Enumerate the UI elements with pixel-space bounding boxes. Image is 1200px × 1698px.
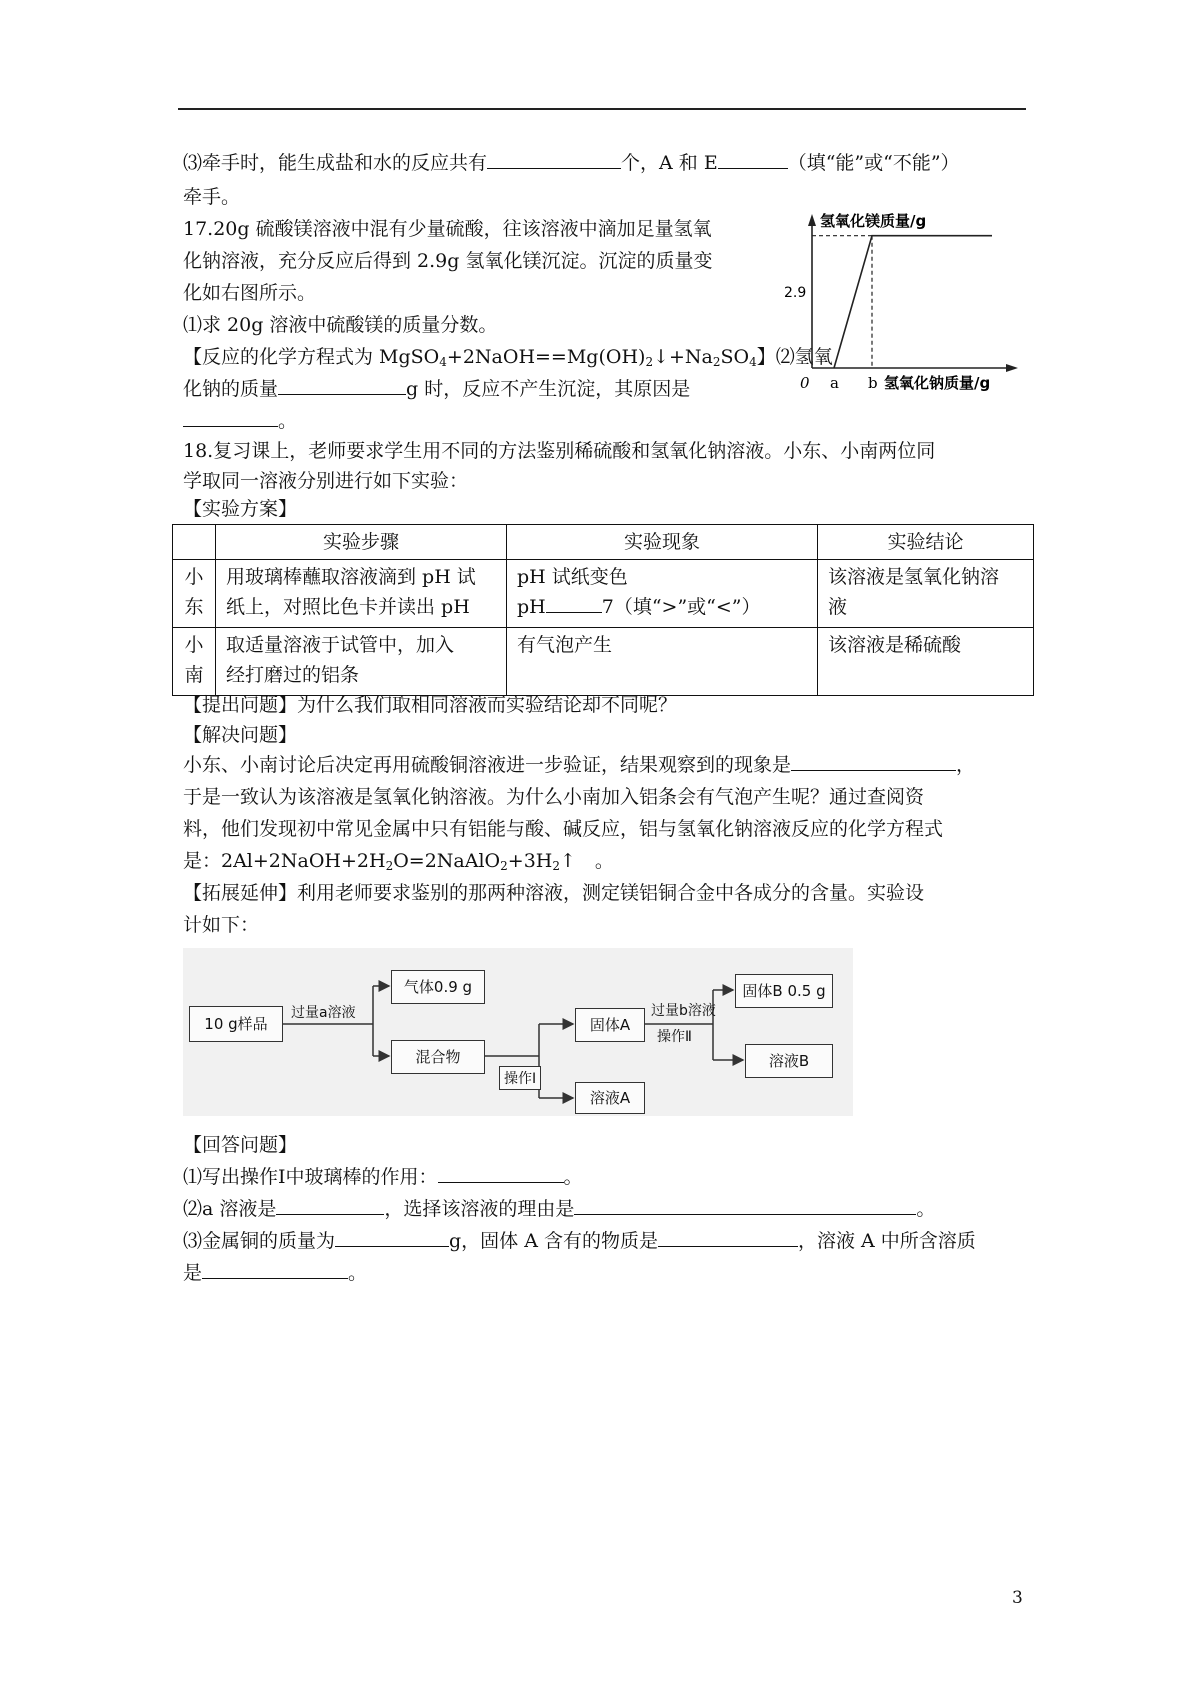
sample-box: 10 g样品: [189, 1006, 283, 1042]
solve-line-3: 料，他们发现初中常见金属中只有铝能与酸、碱反应，铝与氢氧化钠溶液反应的化学方程式: [183, 818, 944, 840]
phenomenon-cell: 有气泡产生: [507, 628, 818, 696]
table-header: 实验步骤: [216, 525, 507, 560]
precipitate-line: [834, 236, 992, 368]
answer-blank[interactable]: [574, 1196, 916, 1215]
ask-line: 【提出问题】为什么我们取相同溶液而实验结论却不同呢？: [183, 694, 678, 716]
solve-line-1: 小东、小南讨论后决定再用硫酸铜溶液进一步验证，结果观察到的现象是 ，: [183, 754, 976, 776]
solve-line-2: 于是一致认为该溶液是氢氧化钠溶液。为什么小南加入铝条会有气泡产生呢？通过查阅资: [183, 786, 925, 808]
answer-blank[interactable]: [438, 1164, 564, 1183]
y-axis-label: 氢氧化镁质量/g: [820, 212, 927, 230]
operation-2-label: 操作Ⅱ: [657, 1029, 692, 1045]
gas-box: 气体0.9 g: [391, 970, 485, 1004]
y-axis-arrow: [808, 214, 816, 226]
x-axis-label: 氢氧化钠质量/g: [884, 374, 991, 392]
solve-heading: 【解决问题】: [183, 724, 298, 746]
answer-blank[interactable]: [718, 150, 788, 169]
answer-line-3: ⑶金属铜的质量为 g，固体 A 含有的物质是 ，溶液 A 中所含溶质: [183, 1230, 976, 1252]
q17-line-3: 化如右图所示。: [183, 282, 317, 304]
solution-a-box: 溶液A: [575, 1082, 645, 1114]
origin-label: 0: [800, 374, 810, 392]
q16-line-2: 牵手。: [183, 186, 241, 208]
table-corner: [173, 525, 216, 560]
solution-b-box: 溶液B: [745, 1044, 833, 1078]
answer-blank[interactable]: [546, 594, 602, 613]
answer-blank[interactable]: [202, 1260, 348, 1279]
table-header: 实验结论: [818, 525, 1034, 560]
x-axis-arrow: [1006, 364, 1018, 372]
q17-line-7: 。: [183, 408, 1028, 434]
mixture-box: 混合物: [391, 1040, 485, 1074]
table-header: 实验现象: [507, 525, 818, 560]
q17-line-4: ⑴求 20g 溶液中硫酸镁的质量分数。: [183, 314, 498, 336]
x-tick-label-b: b: [868, 374, 878, 392]
student-name: 小 东: [173, 560, 216, 628]
solid-a-box: 固体A: [575, 1008, 645, 1042]
table-row: [173, 628, 1034, 696]
answer-blank[interactable]: [335, 1228, 449, 1247]
phenomenon-cell: pH 试纸变色 pH 7（填“>”或“<”）: [507, 560, 818, 628]
solid-b-box: 固体B 0.5 g: [735, 974, 833, 1008]
answer-heading: 【回答问题】: [183, 1134, 298, 1156]
answer-line-4: 是 。: [183, 1262, 368, 1284]
q17-line-5: 【反应的化学方程式为 $MgSO_4+2NaOH==Mg(OH)_2↓+Na_2SO_4$】⑵氢氧: [183, 346, 833, 369]
y-tick-label: 2.9: [784, 285, 807, 301]
precipitate-chart: [780, 208, 1020, 394]
table-row: [173, 560, 1034, 628]
page-number: 3: [1012, 1588, 1023, 1608]
q17-line-1: 17.20g 硫酸镁溶液中混有少量硫酸，往该溶液中滴加足量氢氧: [183, 218, 712, 240]
header-rule: [178, 108, 1026, 110]
answer-blank[interactable]: [487, 150, 621, 169]
ext-line-1: 【拓展延伸】利用老师要求鉴别的那两种溶液，测定镁铝铜合金中各成分的含量。实验设: [183, 882, 925, 904]
plan-heading: 【实验方案】: [183, 498, 298, 520]
flow-diagram: [183, 948, 853, 1116]
answer-blank[interactable]: [791, 752, 956, 771]
solve-line-4: 是：$2Al+2NaOH+2H_2O=2NaAlO_2+3H_2↑$ 。: [183, 850, 614, 873]
answer-blank[interactable]: [183, 408, 278, 427]
conclusion-cell: 该溶液是氢氧化钠溶 液: [818, 560, 1034, 628]
q18-line-2: 学取同一溶液分别进行如下实验：: [183, 470, 469, 492]
step-cell: 取适量溶液于试管中，加入 经打磨过的铝条: [216, 628, 507, 696]
conclusion-cell: 该溶液是稀硫酸: [818, 628, 1034, 696]
q18-line-1: 18.复习课上，老师要求学生用不同的方法鉴别稀硫酸和氢氧化钠溶液。小东、小南两位同: [183, 440, 936, 462]
q17-line-6: 化钠的质量 g 时，反应不产生沉淀，其原因是: [183, 378, 691, 400]
ext-line-2: 计如下：: [183, 914, 260, 936]
reagent-b-label: 过量b溶液: [651, 1003, 716, 1019]
q17-line-2: 化钠溶液，充分反应后得到 2.9g 氢氧化镁沉淀。沉淀的质量变: [183, 250, 713, 272]
step-cell: 用玻璃棒蘸取溶液滴到 pH 试 纸上，对照比色卡并读出 pH: [216, 560, 507, 628]
x-tick-label-a: a: [830, 374, 839, 392]
answer-line-1: ⑴写出操作Ⅰ中玻璃棒的作用： 。: [183, 1166, 583, 1188]
answer-blank[interactable]: [276, 1196, 384, 1215]
answer-line-2: ⑵a 溶液是 ，选择该溶液的理由是 。: [183, 1198, 936, 1220]
answer-blank[interactable]: [658, 1228, 798, 1247]
reagent-a-label: 过量a溶液: [291, 1005, 356, 1021]
answer-blank[interactable]: [278, 376, 406, 395]
student-name: 小 南: [173, 628, 216, 696]
experiment-table: [172, 524, 1034, 696]
q16-line-1: ⑶牵手时，能生成盐和水的反应共有 个，A 和 E （填“能”或“不能”）: [183, 152, 960, 174]
operation-1-label: 操作Ⅰ: [499, 1066, 541, 1090]
